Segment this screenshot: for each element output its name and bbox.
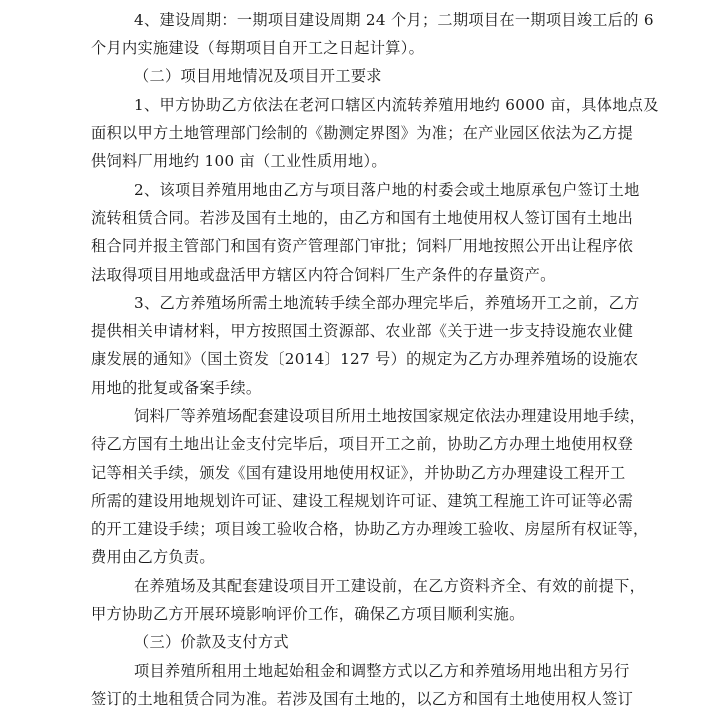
- text-line-item-3: 3、乙方养殖场所需土地流转手续全部办理完毕后，养殖场开工之前，乙方: [134, 294, 640, 312]
- text-line-environmental: 在养殖场及其配套建设项目开工建设前，在乙方资料齐全、有效的前提下，: [134, 577, 646, 595]
- text-line: 签订的土地租赁合同为准。若涉及国有土地的，以乙方和国有土地使用权人签订: [91, 690, 634, 708]
- text-line: 待乙方国有土地出让金支付完毕后，项目开工之前，协助乙方办理土地使用权登: [91, 435, 634, 453]
- text-line: 租合同并报主管部门和国有资产管理部门审批；饲料厂用地按照公开出让程序依: [91, 237, 634, 255]
- text-line: 法取得项目用地或盘活甲方辖区内符合饲料厂生产条件的存量资产。: [91, 266, 556, 284]
- text-line: 费用由乙方负责。: [91, 548, 215, 566]
- text-line: 供饲料厂用地约 100 亩（工业性质用地）。: [91, 152, 387, 170]
- text-line: 流转租赁合同。若涉及国有土地的，由乙方和国有土地使用权人签订国有土地出: [91, 209, 634, 227]
- text-line-item-2: 2、该项目养殖用地由乙方与项目落户地的村委会或土地原承包户签订土地: [134, 181, 640, 199]
- text-line-rent: 项目养殖所租用土地起始租金和调整方式以乙方和养殖场用地出租方另行: [134, 662, 630, 680]
- text-line: 个月内实施建设（每期项目自开工之日起计算）。: [91, 39, 425, 57]
- text-line: 提供相关申请材料，甲方按照国土资源部、农业部《关于进一步支持设施农业健: [91, 322, 634, 340]
- text-line: 的开工建设手续；项目竣工验收合格，协助乙方办理竣工验收、房屋所有权证等，: [91, 520, 649, 538]
- text-line: 康发展的通知》（国土资发〔2014〕127 号）的规定为乙方办理养殖场的设施农: [91, 350, 639, 368]
- text-line: 面积以甲方土地管理部门绘制的《勘测定界图》为准；在产业园区依法为乙方提: [91, 124, 634, 142]
- section-heading-payment: （三）价款及支付方式: [134, 633, 289, 651]
- text-line-construction-period: 4、建设周期：一期项目建设周期 24 个月；二期项目在一期项目竣工后的 6: [134, 11, 654, 29]
- text-line: 用地的批复或备案手续。: [91, 379, 262, 397]
- text-line-feed-mill: 饲料厂等养殖场配套建设项目所用土地按国家规定依法办理建设用地手续，: [134, 407, 646, 425]
- text-line-item-1: 1、甲方协助乙方依法在老河口辖区内流转养殖用地约 6000 亩，具体地点及: [134, 96, 659, 114]
- text-line: 所需的建设用地规划许可证、建设工程规划许可证、建筑工程施工许可证等必需: [91, 492, 634, 510]
- section-heading-land-use: （二）项目用地情况及项目开工要求: [134, 67, 382, 85]
- text-line: 记等相关手续，颁发《国有建设用地使用权证》，并协助乙方办理建设工程开工: [91, 464, 626, 482]
- text-line: 甲方协助乙方开展环境影响评价工作，确保乙方项目顺利实施。: [91, 605, 525, 623]
